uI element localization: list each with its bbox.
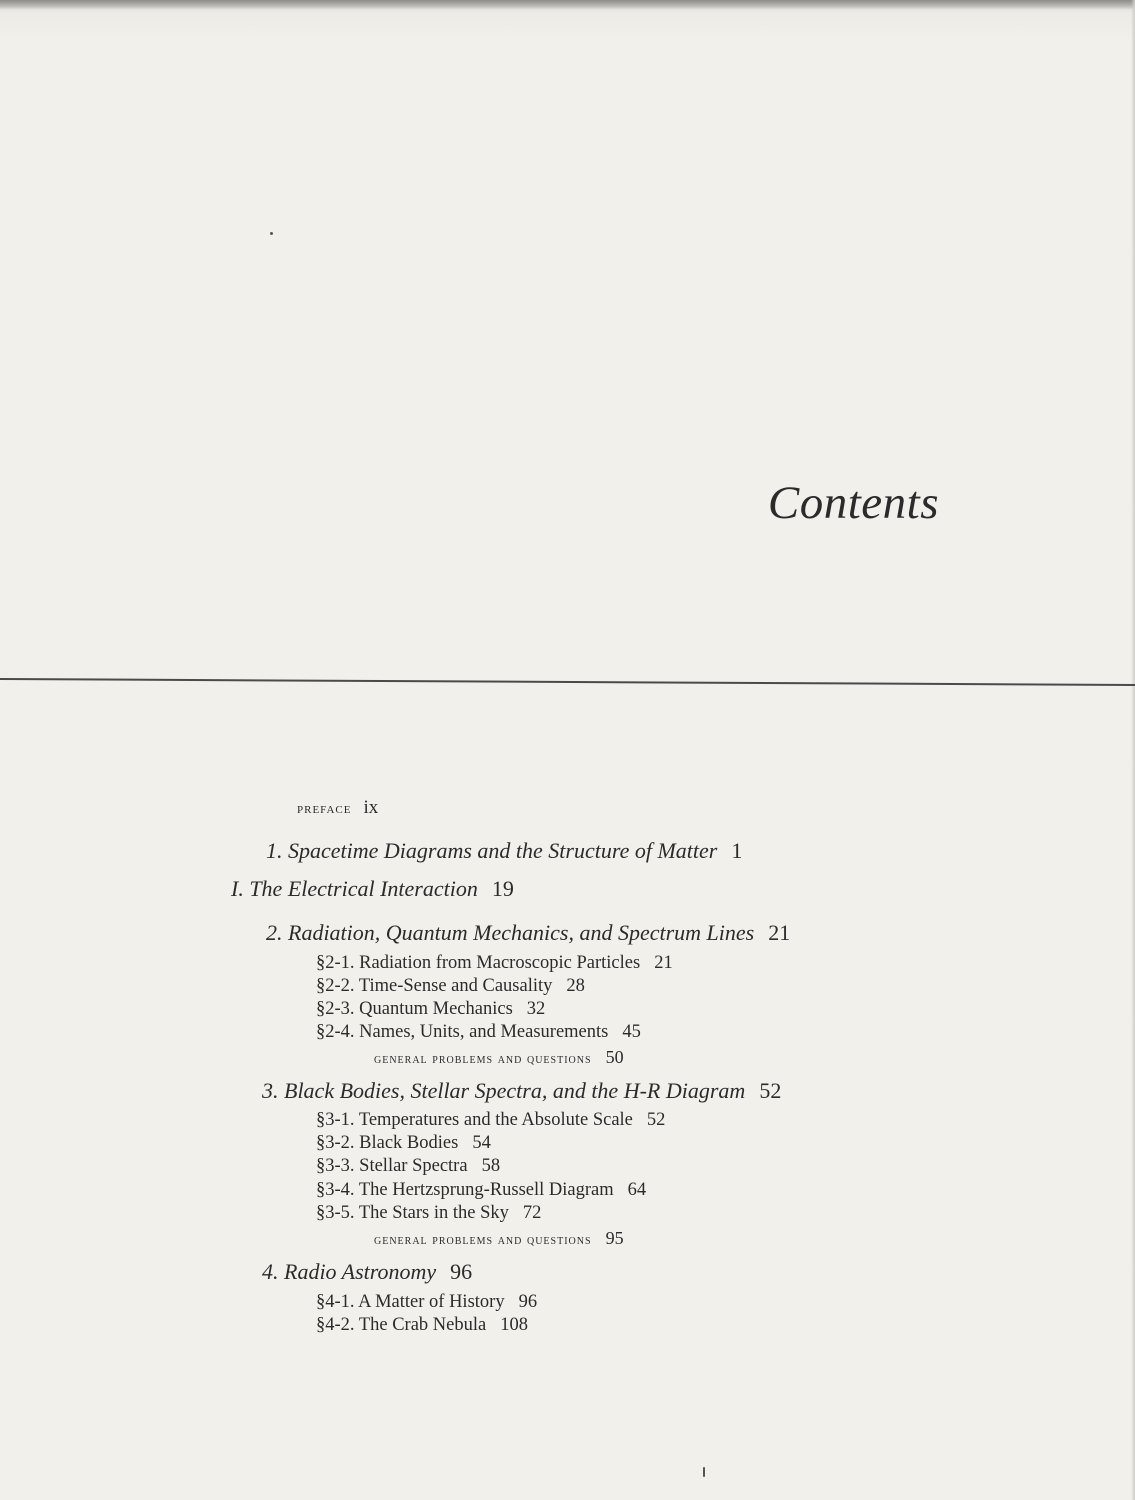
section-title: §2-1. Radiation from Macroscopic Particles: [316, 953, 641, 973]
chapter-title: 4. Radio Astronomy: [262, 1259, 437, 1284]
section-title: §3-1. Temperatures and the Absolute Scale: [316, 1110, 633, 1130]
toc-section: [316, 1292, 537, 1313]
section-page: 96: [518, 1292, 538, 1312]
toc-preface: [297, 797, 378, 819]
section-page: 28: [566, 976, 585, 996]
toc-section: [316, 1133, 491, 1154]
problems-label: general problems and questions: [374, 1051, 592, 1067]
horizontal-rule: [0, 678, 1135, 686]
section-page: 72: [522, 1203, 542, 1223]
chapter-page: 52: [759, 1078, 782, 1103]
toc-general-problems: [374, 1228, 624, 1249]
problems-page: 50: [605, 1047, 624, 1067]
contents-title: Contents: [767, 477, 939, 529]
toc-section: [316, 953, 673, 974]
toc-section: [316, 1110, 665, 1131]
toc-section: [316, 1180, 646, 1201]
section-page: 32: [526, 999, 546, 1019]
section-page: 54: [472, 1133, 491, 1153]
toc-general-problems: [374, 1047, 624, 1068]
page-top-edge: [0, 0, 1135, 10]
toc-part: [231, 876, 514, 902]
toc-section: [316, 1315, 528, 1336]
part-page: 19: [491, 876, 514, 901]
section-title: §2-3. Quantum Mechanics: [316, 999, 513, 1019]
toc-chapter: [266, 838, 742, 864]
toc-section: [316, 1203, 541, 1224]
toc-section: [316, 1022, 641, 1043]
toc-chapter: [266, 920, 790, 946]
chapter-page: 96: [450, 1259, 473, 1284]
section-title: §3-3. Stellar Spectra: [316, 1156, 468, 1176]
section-page: 45: [622, 1022, 641, 1042]
section-title: §3-2. Black Bodies: [316, 1133, 459, 1153]
section-page: 52: [646, 1110, 666, 1130]
preface-label: preface: [297, 801, 352, 817]
section-title: §3-4. The Hertzsprung-Russell Diagram: [316, 1180, 614, 1200]
toc-chapter: [262, 1259, 472, 1285]
chapter-title: 3. Black Bodies, Stellar Spectra, and the H-R Diagram: [262, 1078, 746, 1103]
toc-chapter: [262, 1078, 781, 1104]
section-title: §4-1. A Matter of History: [316, 1292, 505, 1312]
chapter-page: 21: [768, 920, 791, 945]
toc-section: [316, 1156, 500, 1177]
problems-page: 95: [605, 1228, 624, 1248]
page-right-edge: [1131, 0, 1135, 1500]
section-page: 64: [627, 1180, 647, 1200]
section-title: §3-5. The Stars in the Sky: [316, 1203, 509, 1223]
toc-section: [316, 999, 545, 1020]
scan-speck: [703, 1467, 705, 1477]
toc-section: [316, 976, 585, 997]
section-page: 58: [481, 1156, 501, 1176]
problems-label: general problems and questions: [374, 1232, 592, 1248]
chapter-title: 1. Spacetime Diagrams and the Structure of Matter: [266, 838, 718, 863]
chapter-title: 2. Radiation, Quantum Mechanics, and Spectrum Lines: [266, 920, 755, 945]
scan-speck: [270, 232, 273, 235]
section-page: 108: [500, 1315, 528, 1335]
section-title: §2-4. Names, Units, and Measurements: [316, 1022, 609, 1042]
preface-page: ix: [363, 797, 379, 818]
section-title: §2-2. Time-Sense and Causality: [316, 976, 553, 996]
section-page: 21: [654, 953, 673, 973]
chapter-page: 1: [731, 838, 743, 863]
part-title: I. The Electrical Interaction: [231, 876, 478, 901]
section-title: §4-2. The Crab Nebula: [316, 1315, 487, 1335]
